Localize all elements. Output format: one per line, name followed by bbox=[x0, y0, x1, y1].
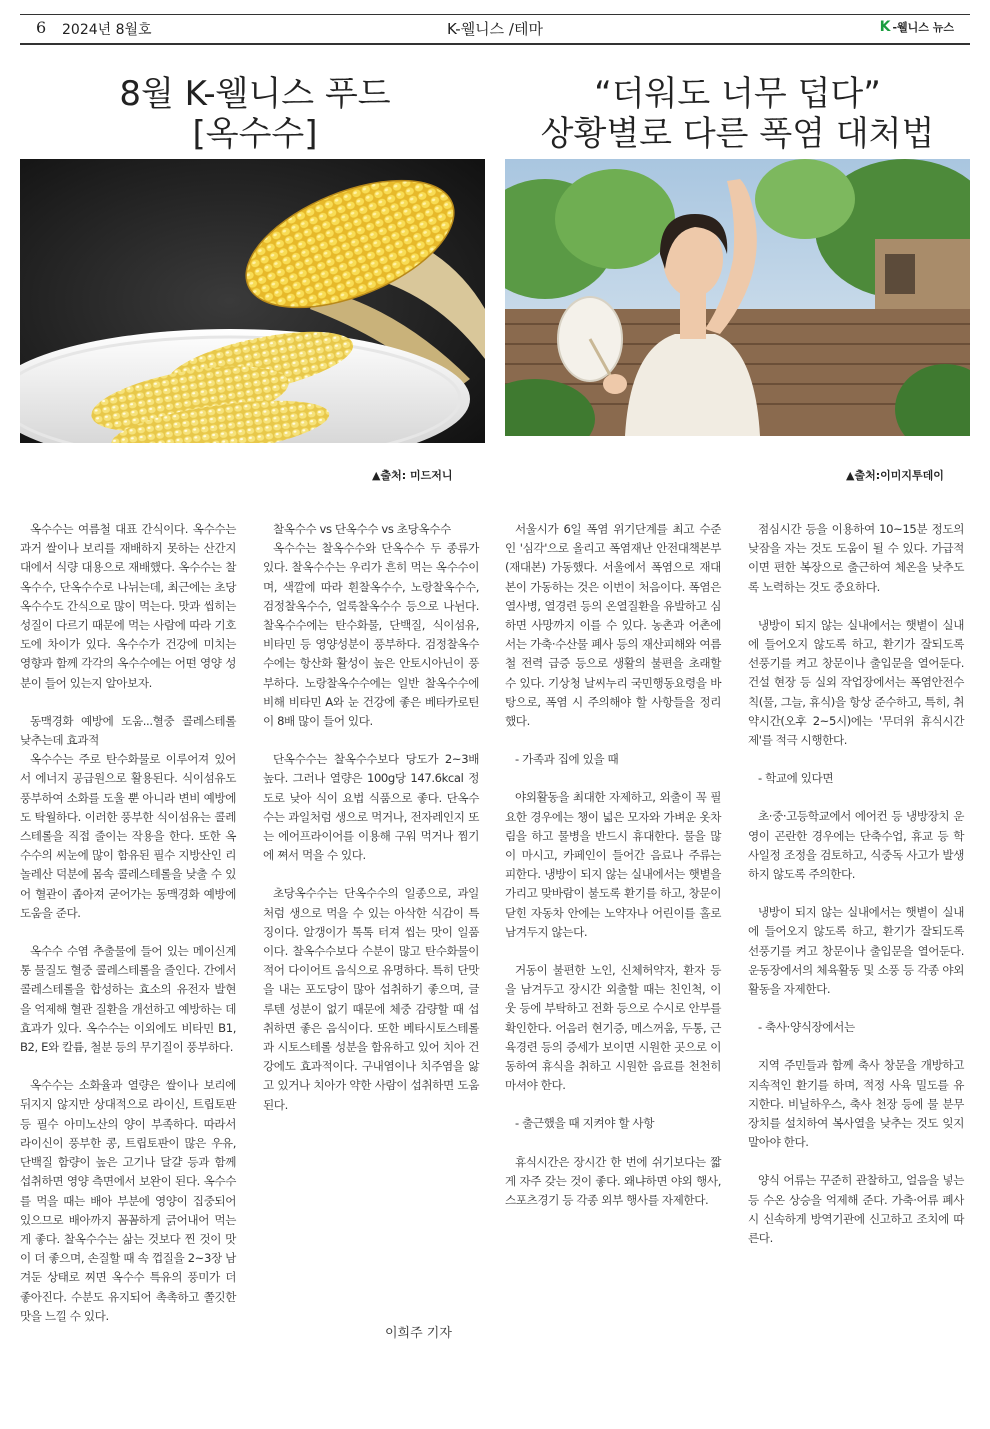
heatwave-photo-credit: ▲출처:이미지투데이 bbox=[846, 469, 944, 482]
subheading: - 가족과 집에 있을 때 bbox=[515, 752, 619, 767]
paragraph: 단옥수수는 찰옥수수보다 당도가 2~3배 높다. 그러나 열량은 100g당 147.6kcal 정도로 낮아 식이 요법 식품으로 좋다. 단옥수수는 과일처럼 생으로 먹거나, 전자레인지 또는 에어프라이어를 이용해 구워 먹거나 찜기에 쪄서 먹을 수 있다. bbox=[263, 752, 479, 863]
heatwave-photo bbox=[505, 159, 970, 436]
paragraph: 냉방이 되지 않는 실내에서는 햇볕이 실내에 들어오지 않도록 하고, 환기가 잘되도록 선풍기를 켜고 창문이나 출입문을 열어둔다. 운동장에서의 체육활동 및 소풍 등 각종 야외활동을 자제한다. bbox=[748, 905, 964, 997]
paragraph: 옥수수는 찰옥수수와 단옥수수 두 종류가 있다. 찰옥수수는 우리가 흔히 먹는 옥수수이며, 색깔에 따라 흰찰옥수수, 노랑찰옥수수, 검정찰옥수수, 얼룩찰옥수수 등으로 나뉜다. 찰옥수수에는 탄수화물, 단백질, 식이섬유, 비타민 등 영양성분이 풍부하다. 검정찰옥수수에는 항산화 활성이 높은 안토시아닌이 풍부하다. 노랑찰옥수수에는 일반 찰옥수수에 비해 비타민 A와 눈 건강에 좋은 베타카로틴이 8배 많이 들어 있다. bbox=[263, 541, 479, 729]
corn-photo bbox=[20, 159, 485, 443]
author-byline: 이희주 기자 bbox=[385, 1326, 452, 1341]
paragraph: 초·중·고등학교에서 에어컨 등 냉방장치 운영이 곤란한 경우에는 단축수업, 휴교 등 학사일정 조정을 검토하고, 식중독 사고가 발생하지 않도록 주의한다. bbox=[748, 809, 964, 882]
paragraph: 옥수수는 주로 탄수화물로 이루어져 있어서 에너지 공급원으로 활용된다. 식이섬유도 풍부하여 소화를 도울 뿐 아니라 변비 예방에도 탁월하다. 이러한 풍부한 식이섬유는 콜레스테롤을 직접 줄이는 작용을 한다. 또한 옥수수의 씨눈에 많이 함유된 필수 지방산인 리놀레산 덕분에 몸속 콜레스테롤을 낮출 수 있어 혈관이 좁아져 굳어가는 동맥경화 예방에 도움을 준다. bbox=[20, 752, 236, 920]
paragraph: 야외활동을 최대한 자제하고, 외출이 꼭 필요한 경우에는 챙이 넓은 모자와 가벼운 옷차림을 하고 물병을 반드시 휴대한다. 물을 많이 마시고, 카페인이 들어간 음료나 주류는 피한다. 냉방이 되지 않는 실내에서는 햇볕을 가리고 맞바람이 불도록 환기를 하고, 창문이 닫힌 자동차 안에는 노약자나 어린이를 홀로 남겨두지 않는다. bbox=[505, 790, 721, 939]
left-article-column-1 bbox=[20, 520, 236, 1345]
logo-text: -웰니스 뉴스 bbox=[892, 21, 954, 34]
subheading: - 학교에 있다면 bbox=[758, 771, 834, 786]
paragraph: 옥수수는 소화율과 열량은 쌀이나 보리에 뒤지지 않지만 상대적으로 라이신, 트립토판 등 필수 아미노산의 양이 부족하다. 따라서 라이신이 풍부한 콩, 트립토판이 많은 우유, 단백질 함량이 높은 고기나 달걀 등과 함께 섭취하면 영양 측면에서 보완이 된다. 옥수수를 먹을 때는 배아 부분에 영양이 집중되어 있으므로 배아까지 꼼꼼하게 긁어내어 먹는 게 좋다. 찰옥수수는 삶는 것보다 찐 것이 맛이 더 좋으며, 손질할 때 속 껍질을 2~3장 남겨둔 상태로 찌면 옥수수 특유의 풍미가 더 좋아진다. 수분도 유지되어 촉촉하고 쫄깃한 맛을 느낄 수 있다. bbox=[20, 1078, 236, 1323]
paragraph: 점심시간 등을 이용하여 10~15분 정도의 낮잠을 자는 것도 도움이 될 수 있다. 가급적이면 편한 복장으로 출근하여 체온을 낮추도록 노력하는 것도 중요하다. bbox=[748, 522, 964, 594]
right-headline-line1: “더워도 너무 덥다” bbox=[594, 74, 881, 114]
right-article-column-1 bbox=[505, 520, 721, 1229]
right-article-column-2 bbox=[748, 520, 964, 1267]
paragraph: 옥수수는 여름철 대표 간식이다. 옥수수는 과거 쌀이나 보리를 재배하지 못하는 산간지대에서 식량 대용으로 재배했다. 옥수수는 찰옥수수, 단옥수수로 나뉘는데, 최근에는 초당옥수수도 간식으로 많이 먹는다. 맛과 씹히는 성질이 다르기 때문에 먹는 사람에 따라 기호도에 차이가 있다. 옥수수가 건강에 미치는 영향과 함께 각각의 옥수수에는 어떤 영양 성분이 들어 있는지 알아보자. bbox=[20, 522, 236, 690]
subheading: - 축사·양식장에서는 bbox=[758, 1020, 855, 1035]
subheading: 동맥경화 예방에 도움...혈중 콜레스테롤 낮추는데 효과적 bbox=[20, 713, 236, 748]
section-title: K-웰니스 /테마 bbox=[447, 20, 543, 38]
corn-photo-credit: ▲출처: 미드저니 bbox=[372, 469, 453, 482]
page-header bbox=[20, 14, 970, 45]
left-headline-line2: [옥수수] bbox=[192, 114, 318, 154]
paragraph: 옥수수 수염 추출물에 들어 있는 메이신계통 물질도 혈중 콜레스테롤을 줄인다. 간에서 콜레스테롤을 합성하는 효소의 유전자 발현을 억제해 혈관 질환을 개선하고 예방하는 데 효과가 있다. 옥수수는 이외에도 비타민 B1, B2, E와 칼륨, 철분 등의 무기질이 풍부하다. bbox=[20, 944, 236, 1055]
left-article-column-2 bbox=[263, 520, 479, 1134]
paragraph: 거동이 불편한 노인, 신체허약자, 환자 등을 남겨두고 장시간 외출할 때는 친인척, 이웃 등에 부탁하고 전화 등으로 수시로 안부를 확인한다. 어음러 현기증, 메스꺼움, 두통, 근육경련 등의 증세가 보이면 시원한 곳으로 이동하여 휴식을 취하고 시원한 음료를 천천히 마셔야 한다. bbox=[505, 963, 721, 1093]
publication-logo bbox=[880, 19, 954, 35]
subheading: 찰옥수수 vs 단옥수수 vs 초당옥수수 bbox=[273, 522, 451, 536]
subheading: - 출근했을 때 지켜야 할 사항 bbox=[515, 1116, 655, 1131]
page-number: 6 bbox=[36, 18, 47, 37]
right-article-headline bbox=[505, 74, 970, 154]
right-headline-line2: 상황별로 다른 폭염 대처법 bbox=[540, 114, 935, 154]
left-headline-line1: 8월 K-웰니스 푸드 bbox=[119, 74, 391, 114]
logo-mark: K bbox=[879, 19, 891, 35]
left-article-headline bbox=[20, 74, 490, 154]
paragraph: 휴식시간은 장시간 한 번에 쉬기보다는 짧게 자주 갖는 것이 좋다. 왜냐하면 야외 행사, 스포츠경기 등 각종 외부 행사를 자제한다. bbox=[505, 1154, 721, 1208]
paragraph: 양식 어류는 꾸준히 관찰하고, 얼음을 넣는 등 수온 상승을 억제해 준다. 가축·어류 폐사 시 신속하게 방역기관에 신고하고 조치에 따른다. bbox=[748, 1173, 964, 1246]
issue-date: 2024년 8월호 bbox=[62, 22, 152, 38]
paragraph: 냉방이 되지 않는 실내에서는 햇볕이 실내에 들어오지 않도록 하고, 환기가 잘되도록 선풍기를 켜고 창문이나 출입문을 열어둔다. 건설 현장 등 실외 작업장에서는 폭염안전수칙(물, 그늘, 휴식)을 항상 준수하고, 특히, 취약시간(오후 2~5시)에는 '무더위 휴식시간제'를 적극 시행한다. bbox=[748, 617, 964, 748]
paragraph: 서울시가 6일 폭염 위기단계를 최고 수준인 '심각'으로 올리고 폭염재난 안전대책본부(재대본) 가동했다. 서울에서 폭염으로 재대본이 가동하는 것은 이번이 처음이다. 폭염은 열사병, 열경련 등의 온열질환을 유발하고 심하면 사망까지 이를 수 있다. 농촌과 어촌에서는 가축·수산물 폐사 등의 재산피해와 여름철 전력 급증 등으로 생활의 불편을 초래할 수 있다. 기상청 날씨누리 국민행동요령을 바탕으로, 폭염 시 주의해야 할 사항들을 정리했다. bbox=[505, 522, 721, 729]
paragraph: 초당옥수수는 단옥수수의 일종으로, 과일처럼 생으로 먹을 수 있는 아삭한 식감이 특징이다. 알갱이가 톡톡 터져 씹는 맛이 일품이다. 찰옥수수보다 수분이 많고 탄수화물이 적어 다이어트 음식으로 유명하다. 특히 단맛을 내는 포도당이 많아 섭취하기 좋으며, 글루텐 성분이 없기 때문에 체중 감량할 때 섭취하면 좋은 음식이다. 또한 베타시토스테롤과 시토스테롤 성분을 함유하고 있어 치아 건강에도 효과적이다. 구내염이나 치주염을 앓고 있거나 치아가 약한 사람이 섭취하면 도움 된다. bbox=[263, 886, 479, 1112]
paragraph: 지역 주민들과 함께 축사 창문을 개방하고 지속적인 환기를 하며, 적정 사육 밀도를 유지한다. 비닐하우스, 축사 천장 등에 물 분무장치를 설치하여 복사열을 낮추는 것도 잊지 말아야 한다. bbox=[748, 1058, 964, 1150]
